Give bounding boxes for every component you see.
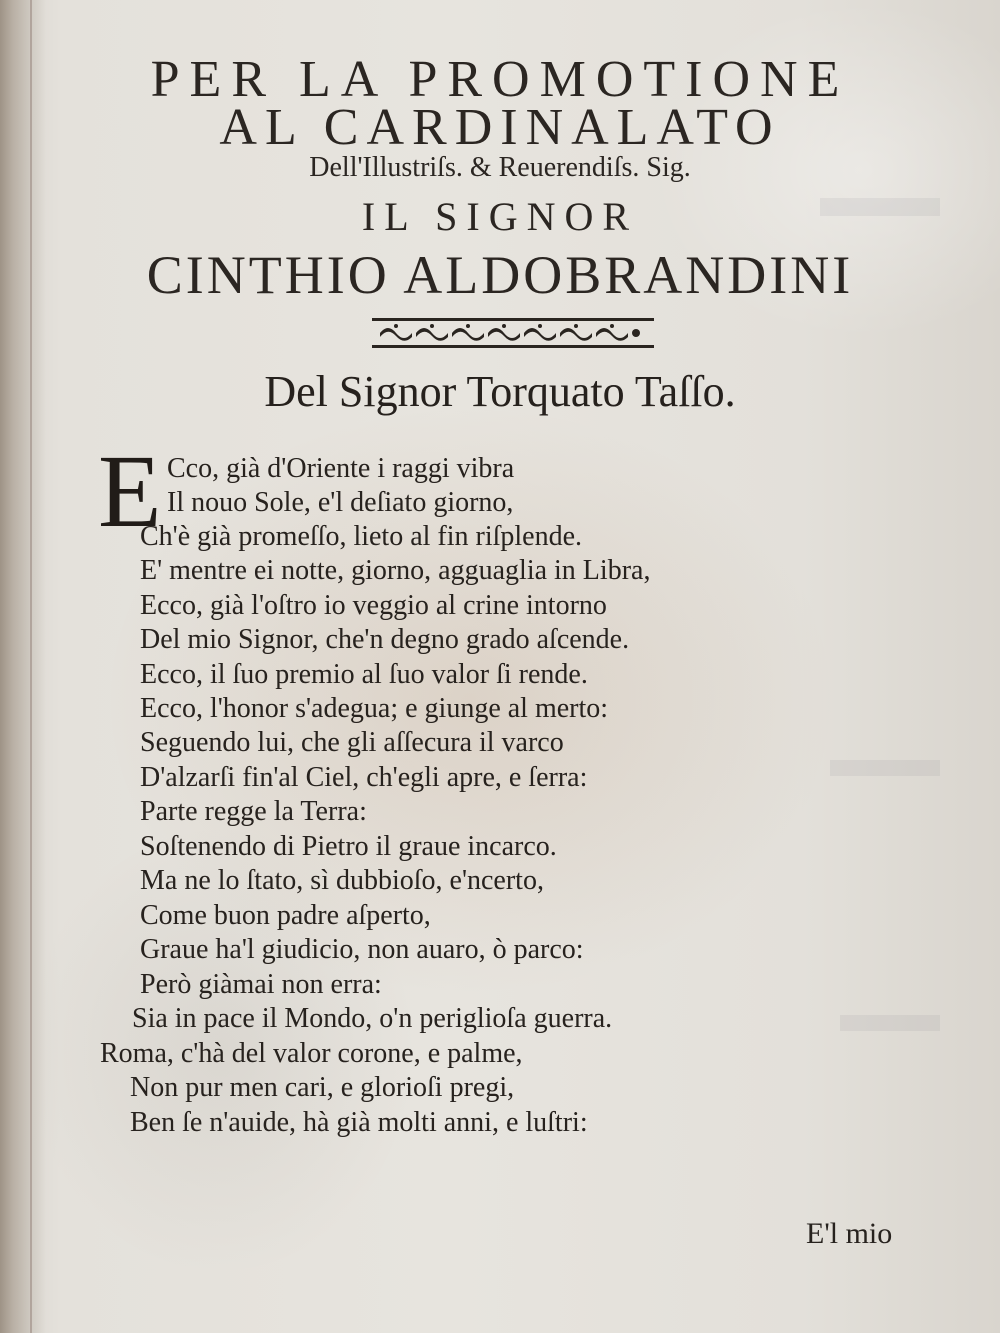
catchword: E'l mio xyxy=(806,1217,893,1250)
poem-line: Come buon padre aſperto, xyxy=(140,900,431,931)
poem-line: Ecco, già l'oſtro io veggio al crine intorno xyxy=(140,590,607,621)
poem-line: Ma ne lo ſtato, sì dubbioſo, e'ncerto, xyxy=(140,865,544,896)
poem-line: Ben ſe n'auide, hà già molti anni, e luſtri: xyxy=(130,1107,588,1138)
title-line-4: IL SIGNOR xyxy=(361,194,639,239)
poem-line: D'alzarſi fin'al Ciel, ch'egli apre, e ſerra: xyxy=(140,762,588,793)
poem-line: Sia in pace il Mondo, o'n periglioſa guerra. xyxy=(132,1003,613,1034)
author-byline: Del Signor Torquato Taſſo. xyxy=(264,367,736,416)
poem-line: Seguendo lui, che gli aſſecura il varco xyxy=(140,727,564,758)
drop-cap: E xyxy=(98,434,162,549)
poem-line: Non pur men cari, e glorioſi pregi, xyxy=(130,1072,515,1103)
title-line-5: CINTHIO ALDOBRANDINI xyxy=(146,245,854,305)
poem-line: Però giàmai non erra: xyxy=(140,969,382,1000)
title-line-3: Dell'Illustriſs. & Reuerendiſs. Sig. xyxy=(309,152,691,183)
poem-line: E' mentre ei notte, giorno, agguaglia in Libra, xyxy=(140,555,651,586)
ornament-band xyxy=(372,316,654,350)
poem-line: Parte regge la Terra: xyxy=(140,796,367,827)
poem-line: Cco, già d'Oriente i raggi vibra xyxy=(167,453,515,484)
title-line-1: PER LA PROMOTIONE xyxy=(150,51,850,108)
poem-line: Del mio Signor, che'n degno grado aſcende. xyxy=(140,624,630,655)
poem-line: Ch'è già promeſſo, lieto al fin riſplende. xyxy=(140,521,583,552)
poem-line: Ecco, il ſuo premio al ſuo valor ſi rende. xyxy=(140,659,588,690)
show-through-mark xyxy=(830,760,940,776)
poem-line: Soſtenendo di Pietro il graue incarco. xyxy=(140,831,557,862)
poem-line: Roma, c'hà del valor corone, e palme, xyxy=(100,1038,523,1069)
poem-line: Il nouo Sole, e'l deſiato giorno, xyxy=(167,487,514,518)
poem-line: Graue ha'l giudicio, non auaro, ò parco: xyxy=(140,934,584,965)
poem-line: Ecco, l'honor s'adegua; e giunge al merto: xyxy=(140,693,609,724)
show-through-mark xyxy=(840,1015,940,1031)
title-line-2: AL CARDINALATO xyxy=(219,99,781,156)
